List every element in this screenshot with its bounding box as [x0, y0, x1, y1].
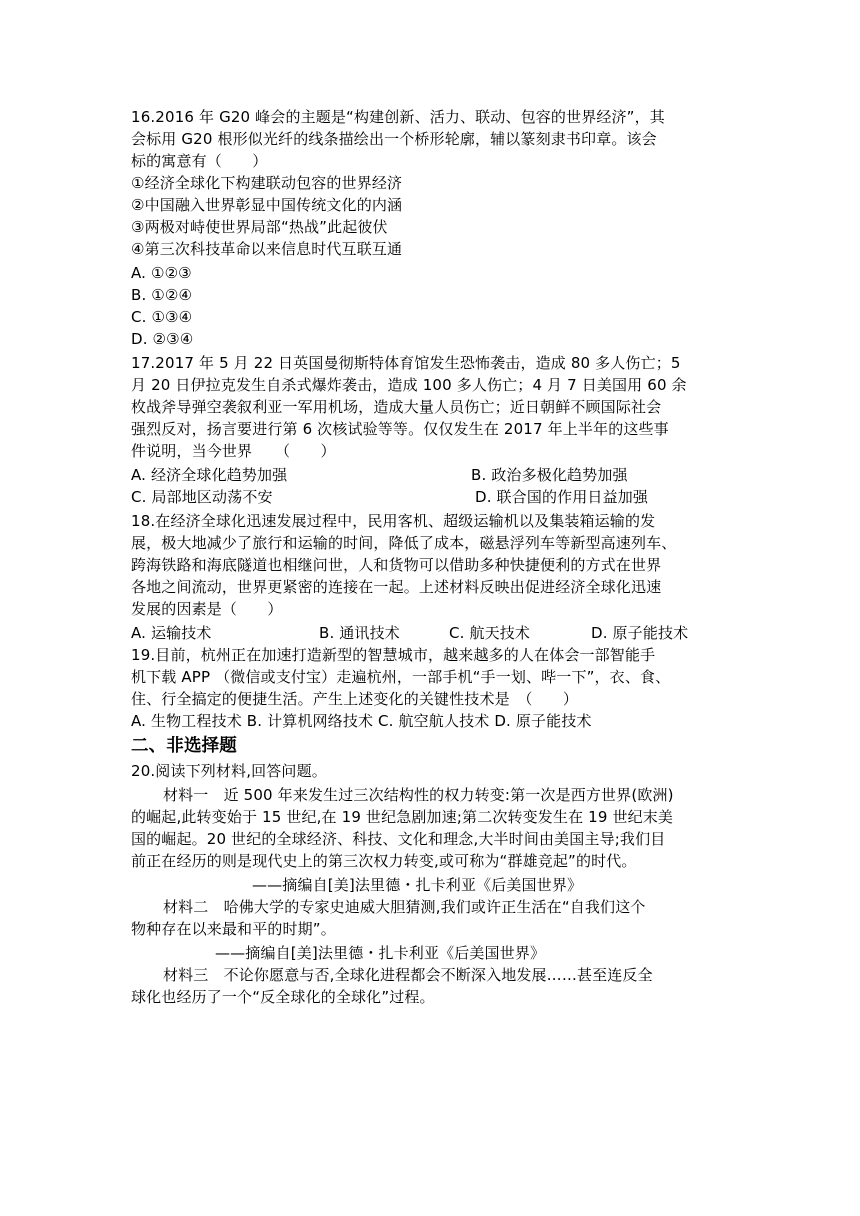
q16-option-b: B. ①②④	[131, 286, 193, 304]
q16-stem-line-3: 标的寓意有（ ）	[131, 152, 268, 170]
q17-option-a: A. 经济全球化趋势加强	[131, 466, 288, 484]
q16-option-a: A. ①②③	[131, 264, 192, 282]
q17-stem-line-4: 强烈反对，扬言要进行第 6 次核试验等等。仅仅发生在 2017 年上半年的这些事	[131, 420, 669, 438]
q20-material-2-line-2: 物种存在以来最和平的时期”。	[131, 920, 336, 938]
q18-option-b: B. 通讯技术	[319, 624, 400, 642]
q17-option-b: B. 政治多极化趋势加强	[471, 466, 628, 484]
q16-stem-line-2: 会标用 G20 根形似光纤的线条描绘出一个桥形轮廓，辅以篆刻隶书印章。该会	[131, 130, 657, 148]
q18-stem-line-3: 跨海铁路和海底隧道也相继问世，人和货物可以借助多种快捷便利的方式在世界	[131, 556, 662, 574]
q19-stem-line-3: 住、行全搞定的便捷生活。产生上述变化的关键性技术是 （ ）	[131, 690, 579, 708]
q18-options-row	[131, 622, 689, 644]
q20-material-1-line-1: 材料一 近 500 年来发生过三次结构性的权力转变:第一次是西方世界(欧洲)	[163, 786, 674, 804]
q16-item-1: ①经济全球化下构建联动包容的世界经济	[131, 174, 403, 192]
q17-option-c: C. 局部地区动荡不安	[131, 488, 273, 506]
q20-material-2-line-1: 材料二 哈佛大学的专家史迪威大胆猜测,我们或许正生活在“自我们这个	[163, 898, 646, 916]
q18-stem-line-4: 各地之间流动，世界更紧密的连接在一起。上述材料反映出促进经济全球化迅速	[131, 578, 662, 596]
q16-item-4: ④第三次科技革命以来信息时代互联互通	[131, 240, 403, 258]
q18-option-c: C. 航天技术	[449, 624, 531, 642]
q20-material-1-line-4: 前正在经历的则是现代史上的第三次权力转变,或可称为“群雄竞起”的时代。	[131, 852, 637, 870]
q20-material-1-line-3: 国的崛起。20 世纪的全球经济、科技、文化和理念,大半时间由美国主导;我们目	[131, 830, 666, 848]
q18-option-a: A. 运输技术	[131, 624, 212, 642]
q20-material-1-line-2: 的崛起,此转变始于 15 世纪,在 19 世纪急剧加速;第二次转变发生在 19 世纪末美	[131, 808, 674, 826]
q20-material-2-source: ——摘编自[美]法里德・扎卡利亚《后美国世界》	[215, 944, 546, 962]
q16-stem-line-1: 16.2016 年 G20 峰会的主题是“构建创新、活力、联动、包容的世界经济”，其	[131, 108, 665, 126]
q20-stem: 20.阅读下列材料,回答问题。	[131, 762, 327, 780]
q17-stem-line-2: 月 20 日伊拉克发生自杀式爆炸袭击，造成 100 多人伤亡；4 月 7 日美国用 60 余	[131, 376, 687, 394]
q18-stem-line-5: 发展的因素是（ ）	[131, 600, 283, 618]
q20-material-3-line-1: 材料三 不论你愿意与否,全球化进程都会不断深入地发展……甚至连反全	[163, 966, 653, 984]
q18-stem-line-2: 展，极大地减少了旅行和运输的时间，降低了成本，磁悬浮列车等新型高速列车、	[131, 534, 677, 552]
q19-stem-line-1: 19.目前，杭州正在加速打造新型的智慧城市，越来越多的人在体会一部智能手	[131, 646, 656, 664]
q17-stem-line-3: 枚战斧导弹空袭叙利亚一军用机场，造成大量人员伤亡；近日朝鲜不顾国际社会	[131, 398, 662, 416]
q16-option-c: C. ①③④	[131, 308, 193, 326]
q17-option-d: D. 联合国的作用日益加强	[475, 488, 649, 506]
q16-item-3: ③两极对峙使世界局部“热战”此起彼伏	[131, 218, 388, 236]
q17-stem-line-5: 件说明，当今世界 （ ）	[131, 442, 336, 460]
q17-stem-line-1: 17.2017 年 5 月 22 日英国曼彻斯特体育馆发生恐怖袭击，造成 80 多人伤亡；5	[131, 354, 681, 372]
q16-option-d: D. ②③④	[131, 330, 194, 348]
q20-material-1-source: ——摘编自[美]法里德・扎卡利亚《后美国世界》	[252, 876, 583, 894]
q17-options-row-2	[131, 486, 649, 508]
q16-item-2: ②中国融入世界彰显中国传统文化的内涵	[131, 196, 403, 214]
q20-material-3-line-2: 球化也经历了一个“反全球化的全球化”过程。	[131, 988, 435, 1006]
q19-stem-line-2: 机下载 APP （微信或支付宝）走遍杭州，一部手机“手一划、哔一下”，衣、食、	[131, 668, 671, 686]
q18-stem-line-1: 18.在经济全球化迅速发展过程中，民用客机、超级运输机以及集装箱运输的发	[131, 512, 656, 530]
q19-options-line: A. 生物工程技术 B. 计算机网络技术 C. 航空航人技术 D. 原子能技术	[131, 712, 592, 730]
section-heading: 二、非选择题	[131, 736, 237, 756]
q17-options-row-1	[131, 464, 628, 486]
q18-option-d: D. 原子能技术	[591, 624, 689, 642]
